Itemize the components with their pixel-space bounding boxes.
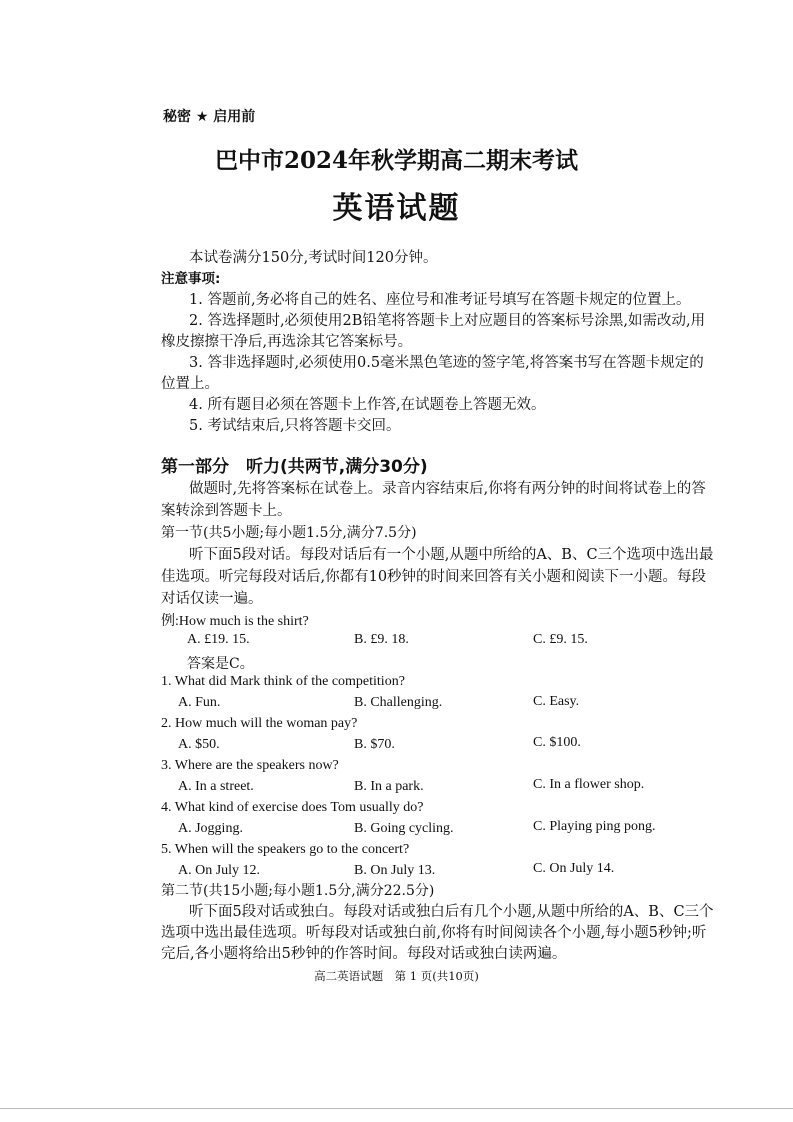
- question-5: 5. When will the speakers go to the concert?: [161, 842, 410, 857]
- q4-option-c: C. Playing ping pong.: [533, 819, 656, 834]
- q3-option-c: C. In a flower shop.: [533, 777, 645, 792]
- question-3: 3. Where are the speakers now?: [161, 758, 339, 773]
- notice-item-1: 1. 答题前,务必将自己的姓名、座位号和准考证号填写在答题卡规定的位置上。: [189, 292, 691, 308]
- example-answer: 答案是C。: [187, 656, 254, 672]
- intro-text: 本试卷满分150分,考试时间120分钟。: [189, 250, 438, 266]
- example-option-a: A. £19. 15.: [187, 632, 250, 647]
- page-footer: 高二英语试题 第 1 页(共10页): [314, 969, 479, 983]
- section2-instruction: 听下面5段对话或独白。每段对话或独白后有几个小题,从题中所给的A、B、C三个选项中选出最佳选项。听每段对话或独白前,你将有时间阅读各个小题,每小题5秒钟;听完后,各小题将给出5秒钟的作答时间。每段对话或独白读两遍。: [161, 904, 714, 962]
- q4-option-a: A. Jogging.: [178, 821, 243, 836]
- example-option-c: C. £9. 15.: [533, 632, 588, 647]
- question-2: 2. How much will the woman pay?: [161, 716, 358, 731]
- section1-title: 第一节(共5小题;每小题1.5分,满分7.5分): [161, 525, 417, 541]
- section2-body: [161, 881, 716, 965]
- part1-instruction: 做题时,先将答案标在试卷上。录音内容结束后,你将有两分钟的时间将试卷上的答案转涂到答题卡上。: [161, 481, 706, 519]
- q2-option-b: B. $70.: [354, 737, 395, 752]
- part1-body: [161, 478, 716, 610]
- q3-option-a: A. In a street.: [178, 779, 254, 794]
- example-question: 例:How much is the shirt?: [161, 614, 309, 629]
- question-4: 4. What kind of exercise does Tom usually do?: [161, 800, 424, 815]
- q1-option-a: A. Fun.: [178, 695, 221, 710]
- exam-title: 巴中市2024年秋学期高二期末考试: [214, 147, 578, 174]
- scan-edge-line: [0, 1108, 793, 1109]
- q1-option-b: B. Challenging.: [354, 695, 443, 710]
- intro-block: [161, 248, 716, 437]
- part1-title: 第一部分 听力(共两节,满分30分): [161, 457, 428, 477]
- q5-option-b: B. On July 13.: [354, 863, 436, 878]
- q3-option-b: B. In a park.: [354, 779, 424, 794]
- notice-item-3: 3. 答非选择题时,必须使用0.5毫米黑色笔迹的签字笔,将答案书写在答题卡规定的位置上。: [161, 355, 704, 392]
- section2-title: 第二节(共15小题;每小题1.5分,满分22.5分): [161, 883, 435, 899]
- notice-item-5: 5. 考试结束后,只将答题卡交回。: [189, 418, 401, 434]
- example-option-b: B. £9. 18.: [354, 632, 409, 647]
- q1-option-c: C. Easy.: [533, 694, 580, 709]
- q5-option-c: C. On July 14.: [533, 861, 615, 876]
- notice-item-4: 4. 所有题目必须在答题卡上作答,在试题卷上答题无效。: [189, 397, 546, 413]
- q5-option-a: A. On July 12.: [178, 863, 261, 878]
- notice-item-2: 2. 答选择题时,必须使用2B铅笔将答题卡上对应题目的答案标号涂黑,如需改动,用橡皮擦擦干净后,再选涂其它答案标号。: [161, 313, 706, 350]
- section1-instruction: 听下面5段对话。每段对话后有一个小题,从题中所给的A、B、C三个选项中选出最佳选项。听完每段对话后,你都有10秒钟的时间来回答有关小题和阅读下一小题。每段对话仅读一遍。: [161, 547, 714, 607]
- subject-title: 英语试题: [332, 191, 461, 226]
- notice-title: 注意事项:: [161, 271, 221, 287]
- q2-option-c: C. $100.: [533, 735, 581, 750]
- q2-option-a: A. $50.: [178, 737, 220, 752]
- secret-label: 秘密 ★ 启用前: [163, 109, 256, 125]
- q4-option-b: B. Going cycling.: [354, 821, 454, 836]
- question-1: 1. What did Mark think of the competition?: [161, 674, 405, 689]
